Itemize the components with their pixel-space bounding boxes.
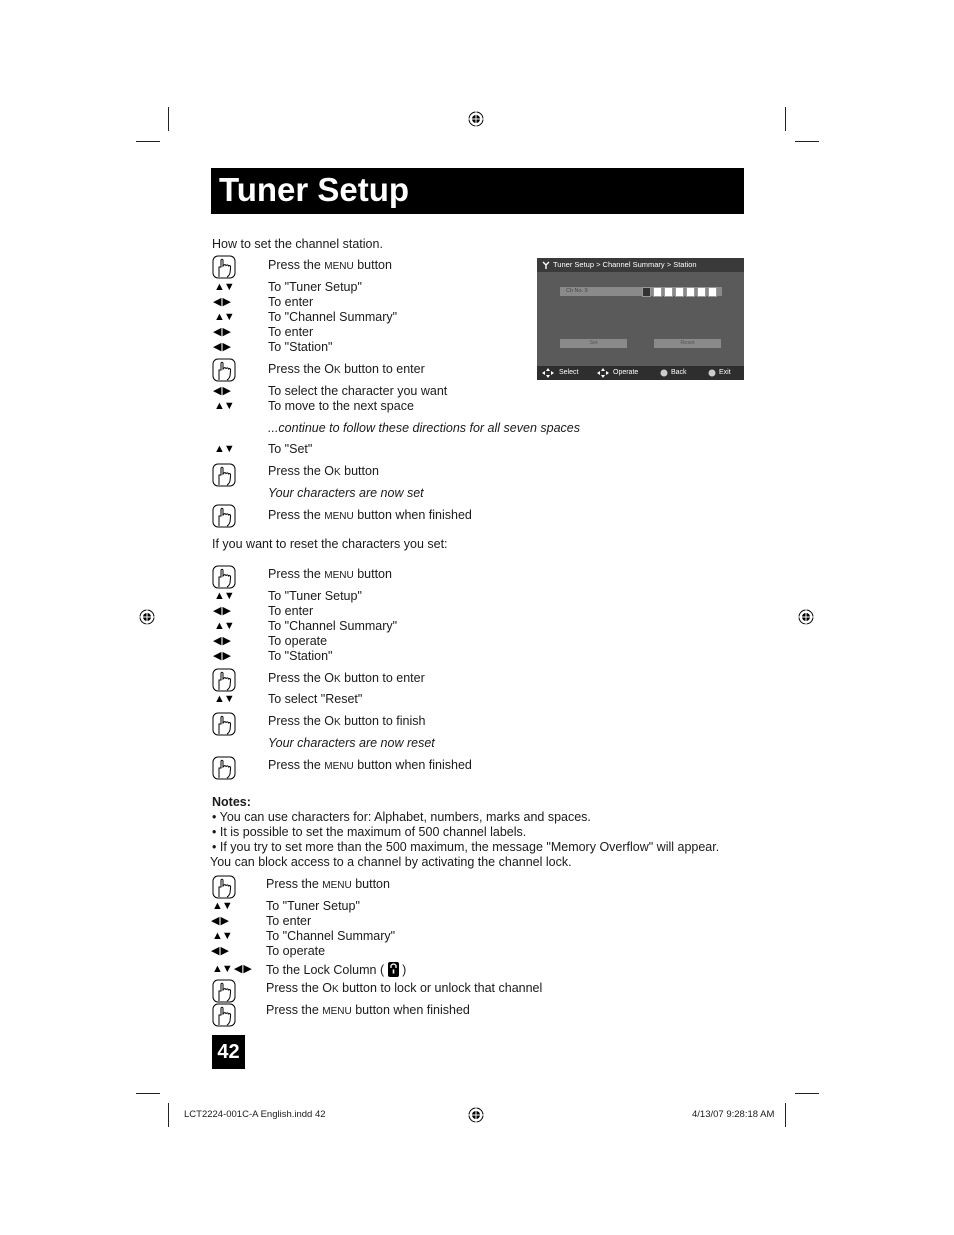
step-note: Your characters are now set [268, 486, 424, 500]
up-down-arrow-icon: ▲▼ [214, 281, 234, 293]
notes-heading: Notes: [212, 795, 251, 809]
step-text: To "Tuner Setup" [266, 899, 360, 913]
step-text: Press the OK button to lock or unlock that channel [266, 981, 543, 995]
step-text: Press the MENU button when finished [268, 508, 472, 522]
step-text: To "Tuner Setup" [268, 589, 362, 603]
osd-select-label: Select [559, 369, 579, 376]
step-text: To operate [268, 634, 328, 648]
left-right-arrow-icon: ◀ ▶ [213, 605, 230, 617]
crop-mark [795, 141, 819, 142]
section1-intro: How to set the channel station. [212, 237, 383, 251]
osd-set-button: Set [560, 339, 627, 348]
left-right-arrow-icon: ◀ ▶ [213, 341, 230, 353]
step-text: Press the OK button to finish [268, 714, 426, 728]
section2-intro: If you want to reset the characters you set: [212, 537, 448, 551]
step-note: ...continue to follow these directions for all seven spaces [268, 421, 580, 435]
note-item: • It is possible to set the maximum of 500 channel labels. [212, 825, 527, 839]
left-right-arrow-icon: ◀ ▶ [211, 945, 228, 957]
note-item: • If you try to set more than the 500 maximum, the message "Memory Overflow" will appear. [212, 840, 720, 854]
step-text: To "Station" [268, 649, 333, 663]
osd-back-label: Back [671, 369, 687, 376]
osd-operate-label: Operate [613, 369, 639, 376]
up-down-arrow-icon: ▲▼ [214, 443, 234, 455]
crop-mark [168, 107, 169, 131]
step-text: To the Lock Column ( ) [266, 963, 407, 977]
step-text: To operate [266, 944, 326, 958]
registration-mark-icon [468, 111, 484, 127]
step-text: Press the MENU button [266, 877, 390, 891]
footer-timestamp: 4/13/07 9:28:18 AM [692, 1109, 775, 1120]
osd-breadcrumb: Tuner Setup > Channel Summary > Station [553, 260, 697, 269]
osd-footer [537, 366, 744, 380]
antenna-icon [542, 261, 550, 269]
left-right-arrow-icon: ◀ ▶ [213, 296, 230, 308]
crop-mark [136, 141, 160, 142]
remote-button-hand-icon [212, 565, 236, 589]
remote-button-hand-icon [212, 358, 236, 382]
tv-menu-screenshot [537, 258, 744, 380]
osd-char-box [697, 287, 706, 297]
step-note: Your characters are now reset [268, 736, 435, 750]
left-right-arrow-icon: ◀ ▶ [213, 635, 230, 647]
osd-char-box [653, 287, 662, 297]
step-text: To "Set" [268, 442, 313, 456]
lock-icon [388, 962, 399, 977]
section3-intro: You can block access to a channel by activating the channel lock. [210, 855, 572, 869]
step-text: To "Channel Summary" [266, 929, 396, 943]
up-down-arrow-icon: ▲▼ [214, 620, 234, 632]
up-down-arrow-icon: ▲▼ [214, 590, 234, 602]
osd-char-box [708, 287, 717, 297]
crop-mark [168, 1103, 169, 1127]
page-title: Tuner Setup [219, 171, 410, 208]
step-text: Press the MENU button when finished [266, 1003, 470, 1017]
up-down-arrow-icon: ▲▼ [212, 900, 232, 912]
osd-exit-label: Exit [719, 369, 731, 376]
step-text: Press the OK button to enter [268, 362, 425, 376]
footer-filename: LCT2224-001C-A English.indd 42 [184, 1109, 326, 1120]
crop-mark [785, 107, 786, 131]
remote-button-hand-icon [212, 756, 236, 780]
left-right-arrow-icon: ◀ ▶ [213, 326, 230, 338]
crop-mark [785, 1103, 786, 1127]
step-text: Press the MENU button when finished [268, 758, 472, 772]
osd-channel-field: Ch No. 9 [560, 287, 722, 296]
exit-button-icon [708, 369, 716, 377]
step-text: To select "Reset" [268, 692, 363, 706]
back-button-icon [660, 369, 668, 377]
dpad-icon [542, 368, 554, 378]
registration-mark-icon [139, 609, 155, 625]
registration-mark-icon [468, 1107, 484, 1123]
osd-header [537, 258, 744, 272]
step-text: To enter [268, 604, 314, 618]
step-text: To move to the next space [268, 399, 414, 413]
step-text: To "Channel Summary" [268, 310, 398, 324]
step-text: To "Station" [268, 340, 333, 354]
step-text: To "Tuner Setup" [268, 280, 362, 294]
page-title-bar [211, 168, 744, 214]
step-text: Press the MENU button [268, 258, 392, 272]
remote-button-hand-icon [212, 504, 236, 528]
step-text: To enter [266, 914, 312, 928]
left-right-arrow-icon: ◀ ▶ [213, 385, 230, 397]
step-text: Press the OK button [268, 464, 379, 478]
dpad-icon [597, 368, 609, 378]
remote-button-hand-icon [212, 463, 236, 487]
left-right-arrow-icon: ◀ ▶ [213, 650, 230, 662]
step-text: To enter [268, 325, 314, 339]
remote-button-hand-icon [212, 1003, 236, 1027]
up-down-arrow-icon: ▲▼ [214, 693, 234, 705]
osd-reset-button: Reset [654, 339, 721, 348]
crop-mark [795, 1093, 819, 1094]
crop-mark [136, 1093, 160, 1094]
step-text: To enter [268, 295, 314, 309]
remote-button-hand-icon [212, 255, 236, 279]
up-down-arrow-icon: ▲▼ [214, 400, 234, 412]
page-number: 42 [212, 1035, 245, 1069]
remote-button-hand-icon [212, 668, 236, 692]
remote-button-hand-icon [212, 712, 236, 736]
remote-button-hand-icon [212, 875, 236, 899]
note-item: • You can use characters for: Alphabet, numbers, marks and spaces. [212, 810, 591, 824]
registration-mark-icon [798, 609, 814, 625]
osd-char-box [675, 287, 684, 297]
step-text: To "Channel Summary" [268, 619, 398, 633]
osd-char-box [664, 287, 673, 297]
up-down-arrow-icon: ▲▼ [214, 311, 234, 323]
step-text: Press the OK button to enter [268, 671, 425, 685]
step-text: To select the character you want [268, 384, 448, 398]
osd-char-box-active [642, 287, 651, 297]
remote-button-hand-icon [212, 979, 236, 1003]
left-right-arrow-icon: ◀ ▶ [211, 915, 228, 927]
step-text: Press the MENU button [268, 567, 392, 581]
up-down-arrow-icon: ▲▼ [212, 930, 232, 942]
osd-char-box [686, 287, 695, 297]
all-direction-arrow-icon: ▲▼ ◀ ▶ [212, 963, 251, 975]
